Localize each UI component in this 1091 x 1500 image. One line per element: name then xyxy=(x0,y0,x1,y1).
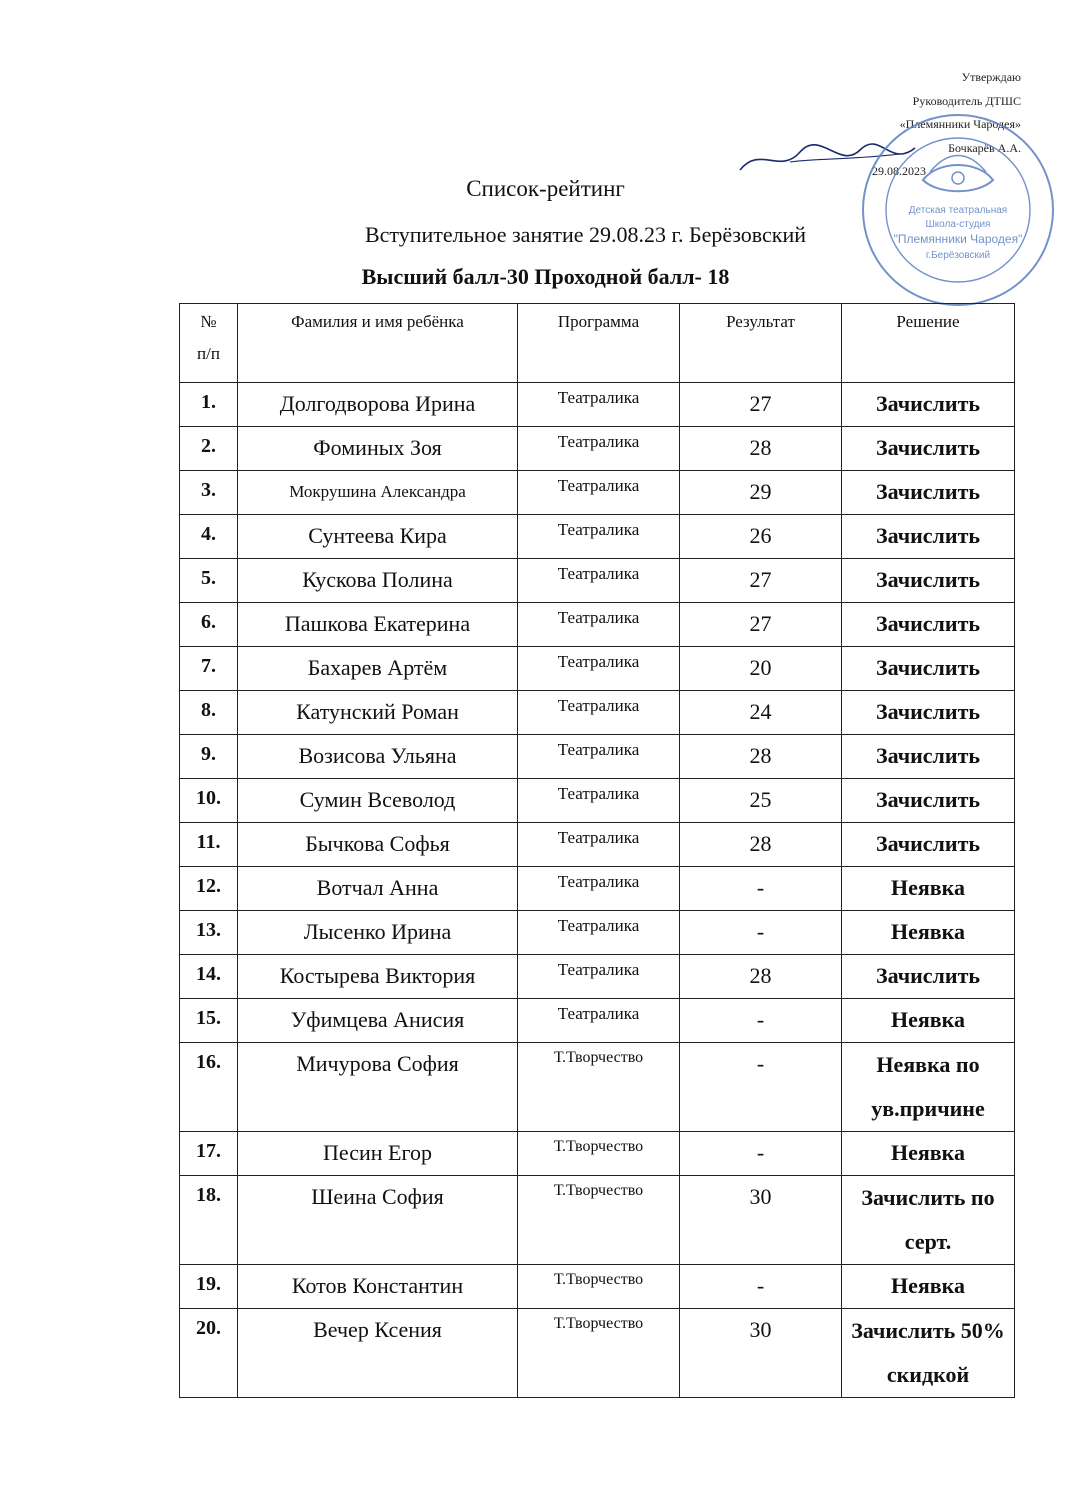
result: 24 xyxy=(680,691,842,735)
result: 20 xyxy=(680,647,842,691)
child-name: Вечер Ксения xyxy=(238,1309,518,1398)
table-row xyxy=(180,383,1015,427)
header-decision: Решение xyxy=(842,304,1015,383)
table-row xyxy=(180,867,1015,911)
table-row xyxy=(180,735,1015,779)
result: 27 xyxy=(680,559,842,603)
table-row xyxy=(180,471,1015,515)
child-name: Катунский Роман xyxy=(238,691,518,735)
result: 27 xyxy=(680,603,842,647)
child-name: Котов Константин xyxy=(238,1265,518,1309)
program: Театралика xyxy=(518,647,680,691)
result: 28 xyxy=(680,823,842,867)
child-name: Кускова Полина xyxy=(238,559,518,603)
row-number: 16. xyxy=(180,1043,238,1132)
stamp-line-3: "Племянники Чародея" xyxy=(893,232,1023,246)
child-name: Бычкова Софья xyxy=(238,823,518,867)
result: 27 xyxy=(680,383,842,427)
result: 28 xyxy=(680,735,842,779)
table-row xyxy=(180,559,1015,603)
row-number: 1. xyxy=(180,383,238,427)
header-name: Фамилия и имя ребёнка xyxy=(238,304,518,383)
result: 28 xyxy=(680,955,842,999)
result: - xyxy=(680,911,842,955)
result: - xyxy=(680,867,842,911)
table-row xyxy=(180,647,1015,691)
approval-signatory: Бочкарёв А.А. xyxy=(948,140,1021,155)
table-row xyxy=(180,1176,1015,1265)
child-name: Сунтеева Кира xyxy=(238,515,518,559)
program: Театралика xyxy=(518,823,680,867)
rating-table xyxy=(179,303,1015,1398)
stamp-line-1: Детская театральная xyxy=(908,205,1008,216)
header-number xyxy=(180,304,238,383)
program: Театралика xyxy=(518,383,680,427)
result: 29 xyxy=(680,471,842,515)
table-row xyxy=(180,1132,1015,1176)
row-number: 14. xyxy=(180,955,238,999)
program: Театралика xyxy=(518,691,680,735)
decision: Зачислить 50% скидкой xyxy=(842,1309,1015,1398)
row-number: 12. xyxy=(180,867,238,911)
row-number: 17. xyxy=(180,1132,238,1176)
decision: Зачислить xyxy=(842,647,1015,691)
row-number: 11. xyxy=(180,823,238,867)
row-number: 19. xyxy=(180,1265,238,1309)
header-number-abbr: п/п xyxy=(197,344,220,363)
child-name: Лысенко Ирина xyxy=(238,911,518,955)
decision: Зачислить xyxy=(842,427,1015,471)
decision: Зачислить xyxy=(842,559,1015,603)
table-row xyxy=(180,1309,1015,1398)
program: Т.Творчество xyxy=(518,1176,680,1265)
row-number: 6. xyxy=(180,603,238,647)
program: Театралика xyxy=(518,867,680,911)
program: Театралика xyxy=(518,911,680,955)
child-name: Возисова Ульяна xyxy=(238,735,518,779)
table-row xyxy=(180,823,1015,867)
program: Театралика xyxy=(518,471,680,515)
row-number: 2. xyxy=(180,427,238,471)
program: Театралика xyxy=(518,999,680,1043)
program: Т.Творчество xyxy=(518,1309,680,1398)
table-row xyxy=(180,955,1015,999)
table-row xyxy=(180,1265,1015,1309)
result: 25 xyxy=(680,779,842,823)
header-result: Результат xyxy=(680,304,842,383)
decision: Неявка xyxy=(842,911,1015,955)
decision: Зачислить xyxy=(842,823,1015,867)
score-info: Высший балл-30 Проходной балл- 18 xyxy=(361,264,730,289)
decision: Зачислить xyxy=(842,471,1015,515)
decision: Зачислить xyxy=(842,603,1015,647)
document-title: Список-рейтинг xyxy=(466,176,625,201)
row-number: 15. xyxy=(180,999,238,1043)
table-row xyxy=(180,691,1015,735)
row-number: 10. xyxy=(180,779,238,823)
child-name: Мичурова София xyxy=(238,1043,518,1132)
child-name: Песин Егор xyxy=(238,1132,518,1176)
table-row xyxy=(180,427,1015,471)
child-name: Костырева Виктория xyxy=(238,955,518,999)
program: Театралика xyxy=(518,603,680,647)
decision: Неявка xyxy=(842,1265,1015,1309)
row-number: 7. xyxy=(180,647,238,691)
program: Театралика xyxy=(518,427,680,471)
program: Театралика xyxy=(518,735,680,779)
decision: Неявка по ув.причине xyxy=(842,1043,1015,1132)
row-number: 9. xyxy=(180,735,238,779)
program: Театралика xyxy=(518,559,680,603)
decision: Зачислить xyxy=(842,515,1015,559)
child-name: Пашкова Екатерина xyxy=(238,603,518,647)
result: - xyxy=(680,1043,842,1132)
approval-organization: «Племянники Чародея» xyxy=(899,117,1021,131)
child-name: Шеина София xyxy=(238,1176,518,1265)
table-row xyxy=(180,911,1015,955)
decision: Зачислить по серт. xyxy=(842,1176,1015,1265)
decision: Зачислить xyxy=(842,691,1015,735)
result: - xyxy=(680,999,842,1043)
table-row xyxy=(180,603,1015,647)
header-number-sign: № xyxy=(200,312,217,331)
row-number: 3. xyxy=(180,471,238,515)
program: Театралика xyxy=(518,779,680,823)
decision: Неявка xyxy=(842,999,1015,1043)
row-number: 18. xyxy=(180,1176,238,1265)
stamp-line-2: Школа-студия xyxy=(925,219,991,230)
result: 28 xyxy=(680,427,842,471)
child-name: Бахарев Артём xyxy=(238,647,518,691)
child-name: Долгодворова Ирина xyxy=(238,383,518,427)
row-number: 20. xyxy=(180,1309,238,1398)
table-row xyxy=(180,1043,1015,1132)
program: Т.Творчество xyxy=(518,1043,680,1132)
decision: Зачислить xyxy=(842,779,1015,823)
table-row xyxy=(180,515,1015,559)
table-row xyxy=(180,999,1015,1043)
decision: Зачислить xyxy=(842,955,1015,999)
child-name: Уфимцева Анисия xyxy=(238,999,518,1043)
table-header-row xyxy=(180,304,1015,383)
table-row xyxy=(180,779,1015,823)
child-name: Мокрушина Александра xyxy=(238,471,518,515)
program: Театралика xyxy=(518,955,680,999)
row-number: 13. xyxy=(180,911,238,955)
row-number: 5. xyxy=(180,559,238,603)
program: Т.Творчество xyxy=(518,1132,680,1176)
child-name: Вотчал Анна xyxy=(238,867,518,911)
result: - xyxy=(680,1265,842,1309)
result: 30 xyxy=(680,1176,842,1265)
row-number: 4. xyxy=(180,515,238,559)
result: 26 xyxy=(680,515,842,559)
program: Театралика xyxy=(518,515,680,559)
child-name: Сумин Всеволод xyxy=(238,779,518,823)
result: - xyxy=(680,1132,842,1176)
program: Т.Творчество xyxy=(518,1265,680,1309)
decision: Зачислить xyxy=(842,383,1015,427)
header-program: Программа xyxy=(518,304,680,383)
decision: Неявка xyxy=(842,1132,1015,1176)
result: 30 xyxy=(680,1309,842,1398)
child-name: Фоминых Зоя xyxy=(238,427,518,471)
approval-position: Руководитель ДТШС xyxy=(912,93,1021,108)
approval-label: Утверждаю xyxy=(961,70,1021,84)
row-number: 8. xyxy=(180,691,238,735)
decision: Зачислить xyxy=(842,735,1015,779)
decision: Неявка xyxy=(842,867,1015,911)
stamp-line-4: г.Берёзовский xyxy=(925,250,991,261)
document-subtitle: Вступительное занятие 29.08.23 г. Берёзовский xyxy=(364,222,807,247)
approval-date: 29.08.2023 xyxy=(872,164,926,178)
